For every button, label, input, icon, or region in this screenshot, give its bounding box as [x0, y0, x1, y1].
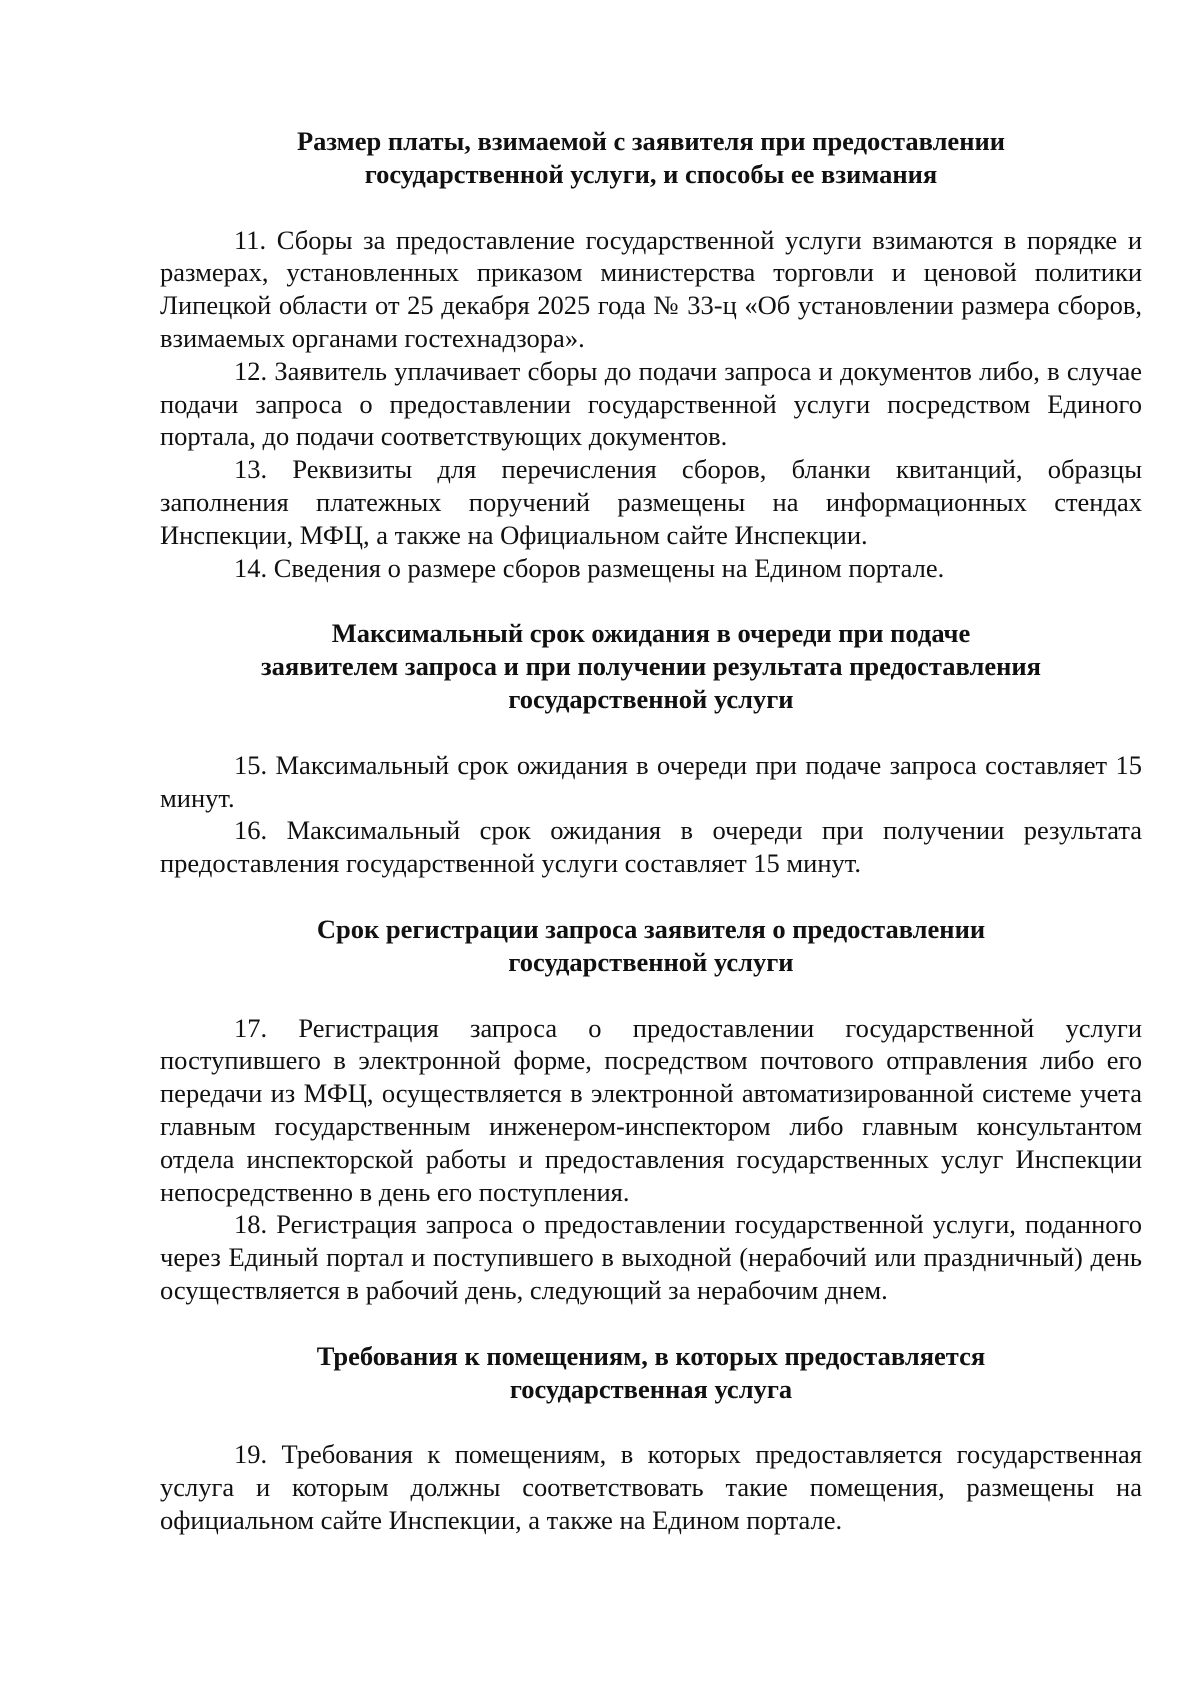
section-heading — [160, 617, 1142, 715]
paragraph-13: 13. Реквизиты для перечисления сборов, бланки квитанций, образцы заполнения платежных поручений размещены на информационных стендах Инспекции, МФЦ, а также на Официальном сайте Инспекции. — [160, 454, 1142, 550]
heading-line: государственной услуги — [508, 946, 794, 977]
document-page — [160, 125, 1142, 1537]
paragraph-18: 18. Регистрация запроса о предоставлении государственной услуги, поданного через Единый портал и поступившего в выходной (нерабочий или праздничный) день осуществляется в рабочий день, следующий за нерабочим днем. — [160, 1209, 1142, 1305]
heading-line: государственной услуги, и способы ее взимания — [364, 158, 938, 189]
section-queue-time — [160, 617, 1142, 880]
spacer — [160, 880, 1142, 913]
spacer — [160, 584, 1142, 617]
heading-line: Срок регистрации запроса заявителя о предоставлении — [316, 913, 986, 944]
heading-line: Максимальный срок ожидания в очереди при подаче — [331, 618, 971, 649]
heading-line: государственная услуга — [509, 1373, 793, 1404]
spacer — [160, 1307, 1142, 1340]
paragraph-15: 15. Максимальный срок ожидания в очереди при подаче запроса составляет 15 минут. — [160, 749, 1142, 813]
spacer — [160, 191, 1142, 224]
spacer — [160, 979, 1142, 1012]
section-premises — [160, 1340, 1142, 1537]
section-heading — [160, 913, 1142, 979]
section-fee — [160, 125, 1142, 584]
paragraph-12: 12. Заявитель уплачивает сборы до подачи запроса и документов либо, в случае подачи запроса о предоставлении государственной услуги посредством Единого портала, до подачи соответствующих документов. — [160, 355, 1142, 452]
paragraph-14: 14. Сведения о размере сборов размещены на Едином портале. — [234, 552, 945, 583]
spacer — [160, 716, 1142, 749]
section-heading — [160, 125, 1142, 191]
spacer — [160, 1405, 1142, 1438]
heading-line: Требования к помещениям, в которых предоставляется — [316, 1340, 986, 1371]
heading-line: государственной услуги — [508, 683, 794, 714]
paragraph-17: 17. Регистрация запроса о предоставлении государственной услуги поступившего в электронной форме, посредством почтового отправления либо его передачи из МФЦ, осуществляется в электронной автоматизированной системе учета главным государственным инженером-инспектором либо главным консультантом отдела инспекторской работы и предоставления государственных услуг Инспекции непосредственно в день его поступления. — [160, 1012, 1142, 1207]
paragraph-19: 19. Требования к помещениям, в которых предоставляется государственная услуга и которым должны соответствовать такие помещения, размещены на официальном сайте Инспекции, а также на Едином портале. — [160, 1439, 1142, 1535]
heading-line: заявителем запроса и при получении результата предоставления — [261, 651, 1041, 682]
paragraph-11: 11. Сборы за предоставление государственной услуги взимаются в порядке и размерах, установленных приказом министерства торговли и ценовой политики Липецкой области от 25 декабря 2025 года № 33-ц «Об установлении размера сборов, взимаемых органами гостехнадзора». — [160, 224, 1142, 353]
paragraph-16: 16. Максимальный срок ожидания в очереди при получении результата предоставления государственной услуги составляет 15 минут. — [160, 815, 1142, 879]
heading-line: Размер платы, взимаемой с заявителя при предоставлении — [296, 126, 1006, 156]
section-registration — [160, 913, 1142, 1307]
section-heading — [160, 1340, 1142, 1406]
